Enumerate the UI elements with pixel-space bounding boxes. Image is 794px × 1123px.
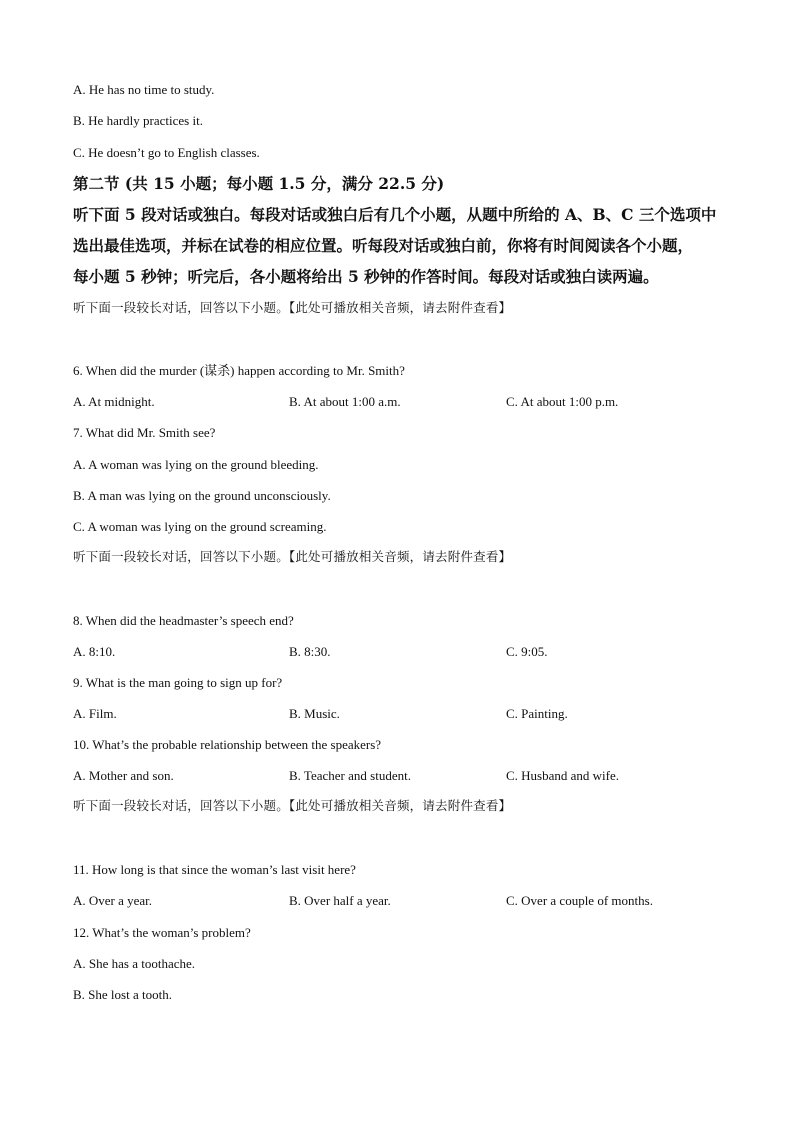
q7-option-a: A. A woman was lying on the ground bleeding. [73,457,319,472]
section-title: 第二节 (共 15 小题；每小题 1.5 分，满分 22.5 分) [73,174,445,193]
q11-option-c: C. Over a couple of months. [506,893,653,908]
instruction-line-1: 听下面 5 段对话或独白。每段对话或独白后有几个小题，从题中所给的 A、B、C 三个选项中 [73,205,717,224]
question-9: 9. What is the man going to sign up for? [73,675,283,690]
option-a: A. He has no time to study. [73,82,215,97]
q10-option-a: A. Mother and son. [73,768,174,783]
q9-option-c: C. Painting. [506,706,568,721]
question-12: 12. What’s the woman’s problem? [73,925,251,940]
q6-option-a: A. At midnight. [73,394,155,409]
option-b: B. He hardly practices it. [73,113,203,128]
q8-option-b: B. 8:30. [289,644,331,659]
q6-option-b: B. At about 1:00 a.m. [289,394,401,409]
q8-option-c: C. 9:05. [506,644,548,659]
q10-option-c: C. Husband and wife. [506,768,620,783]
audio-note: 听下面一段较长对话，回答以下小题。【此处可播放相关音频，请去附件查看】 [73,300,512,315]
q12-option-b: B. She lost a tooth. [73,987,172,1002]
q7-option-b: B. A man was lying on the ground unconsciously. [73,488,331,503]
q11-option-b: B. Over half a year. [289,893,391,908]
question-7: 7. What did Mr. Smith see? [73,425,216,440]
question-10: 10. What’s the probable relationship between the speakers? [73,737,382,752]
q7-option-c: C. A woman was lying on the ground screaming. [73,519,327,534]
question-11: 11. How long is that since the woman’s last visit here? [73,862,356,877]
option-c: C. He doesn’t go to English classes. [73,145,260,160]
q9-option-b: B. Music. [289,706,340,721]
q10-option-b: B. Teacher and student. [289,768,411,783]
q11-option-a: A. Over a year. [73,893,153,908]
q6-option-c: C. At about 1:00 p.m. [506,394,619,409]
q9-option-a: A. Film. [73,706,117,721]
audio-note: 听下面一段较长对话，回答以下小题。【此处可播放相关音频，请去附件查看】 [73,549,512,564]
audio-note: 听下面一段较长对话，回答以下小题。【此处可播放相关音频，请去附件查看】 [73,798,512,813]
question-8: 8. When did the headmaster’s speech end? [73,613,294,628]
instruction-line-3: 每小题 5 秒钟；听完后，各小题将给出 5 秒钟的作答时间。每段对话或独白读两遍。 [73,267,659,286]
question-6: 6. When did the murder (谋杀) happen according to Mr. Smith? [73,363,405,378]
q8-option-a: A. 8:10. [73,644,116,659]
instruction-line-2: 选出最佳选项，并标在试卷的相应位置。听每段对话或独白前，你将有时间阅读各个小题， [73,236,694,255]
q12-option-a: A. She has a toothache. [73,956,196,971]
